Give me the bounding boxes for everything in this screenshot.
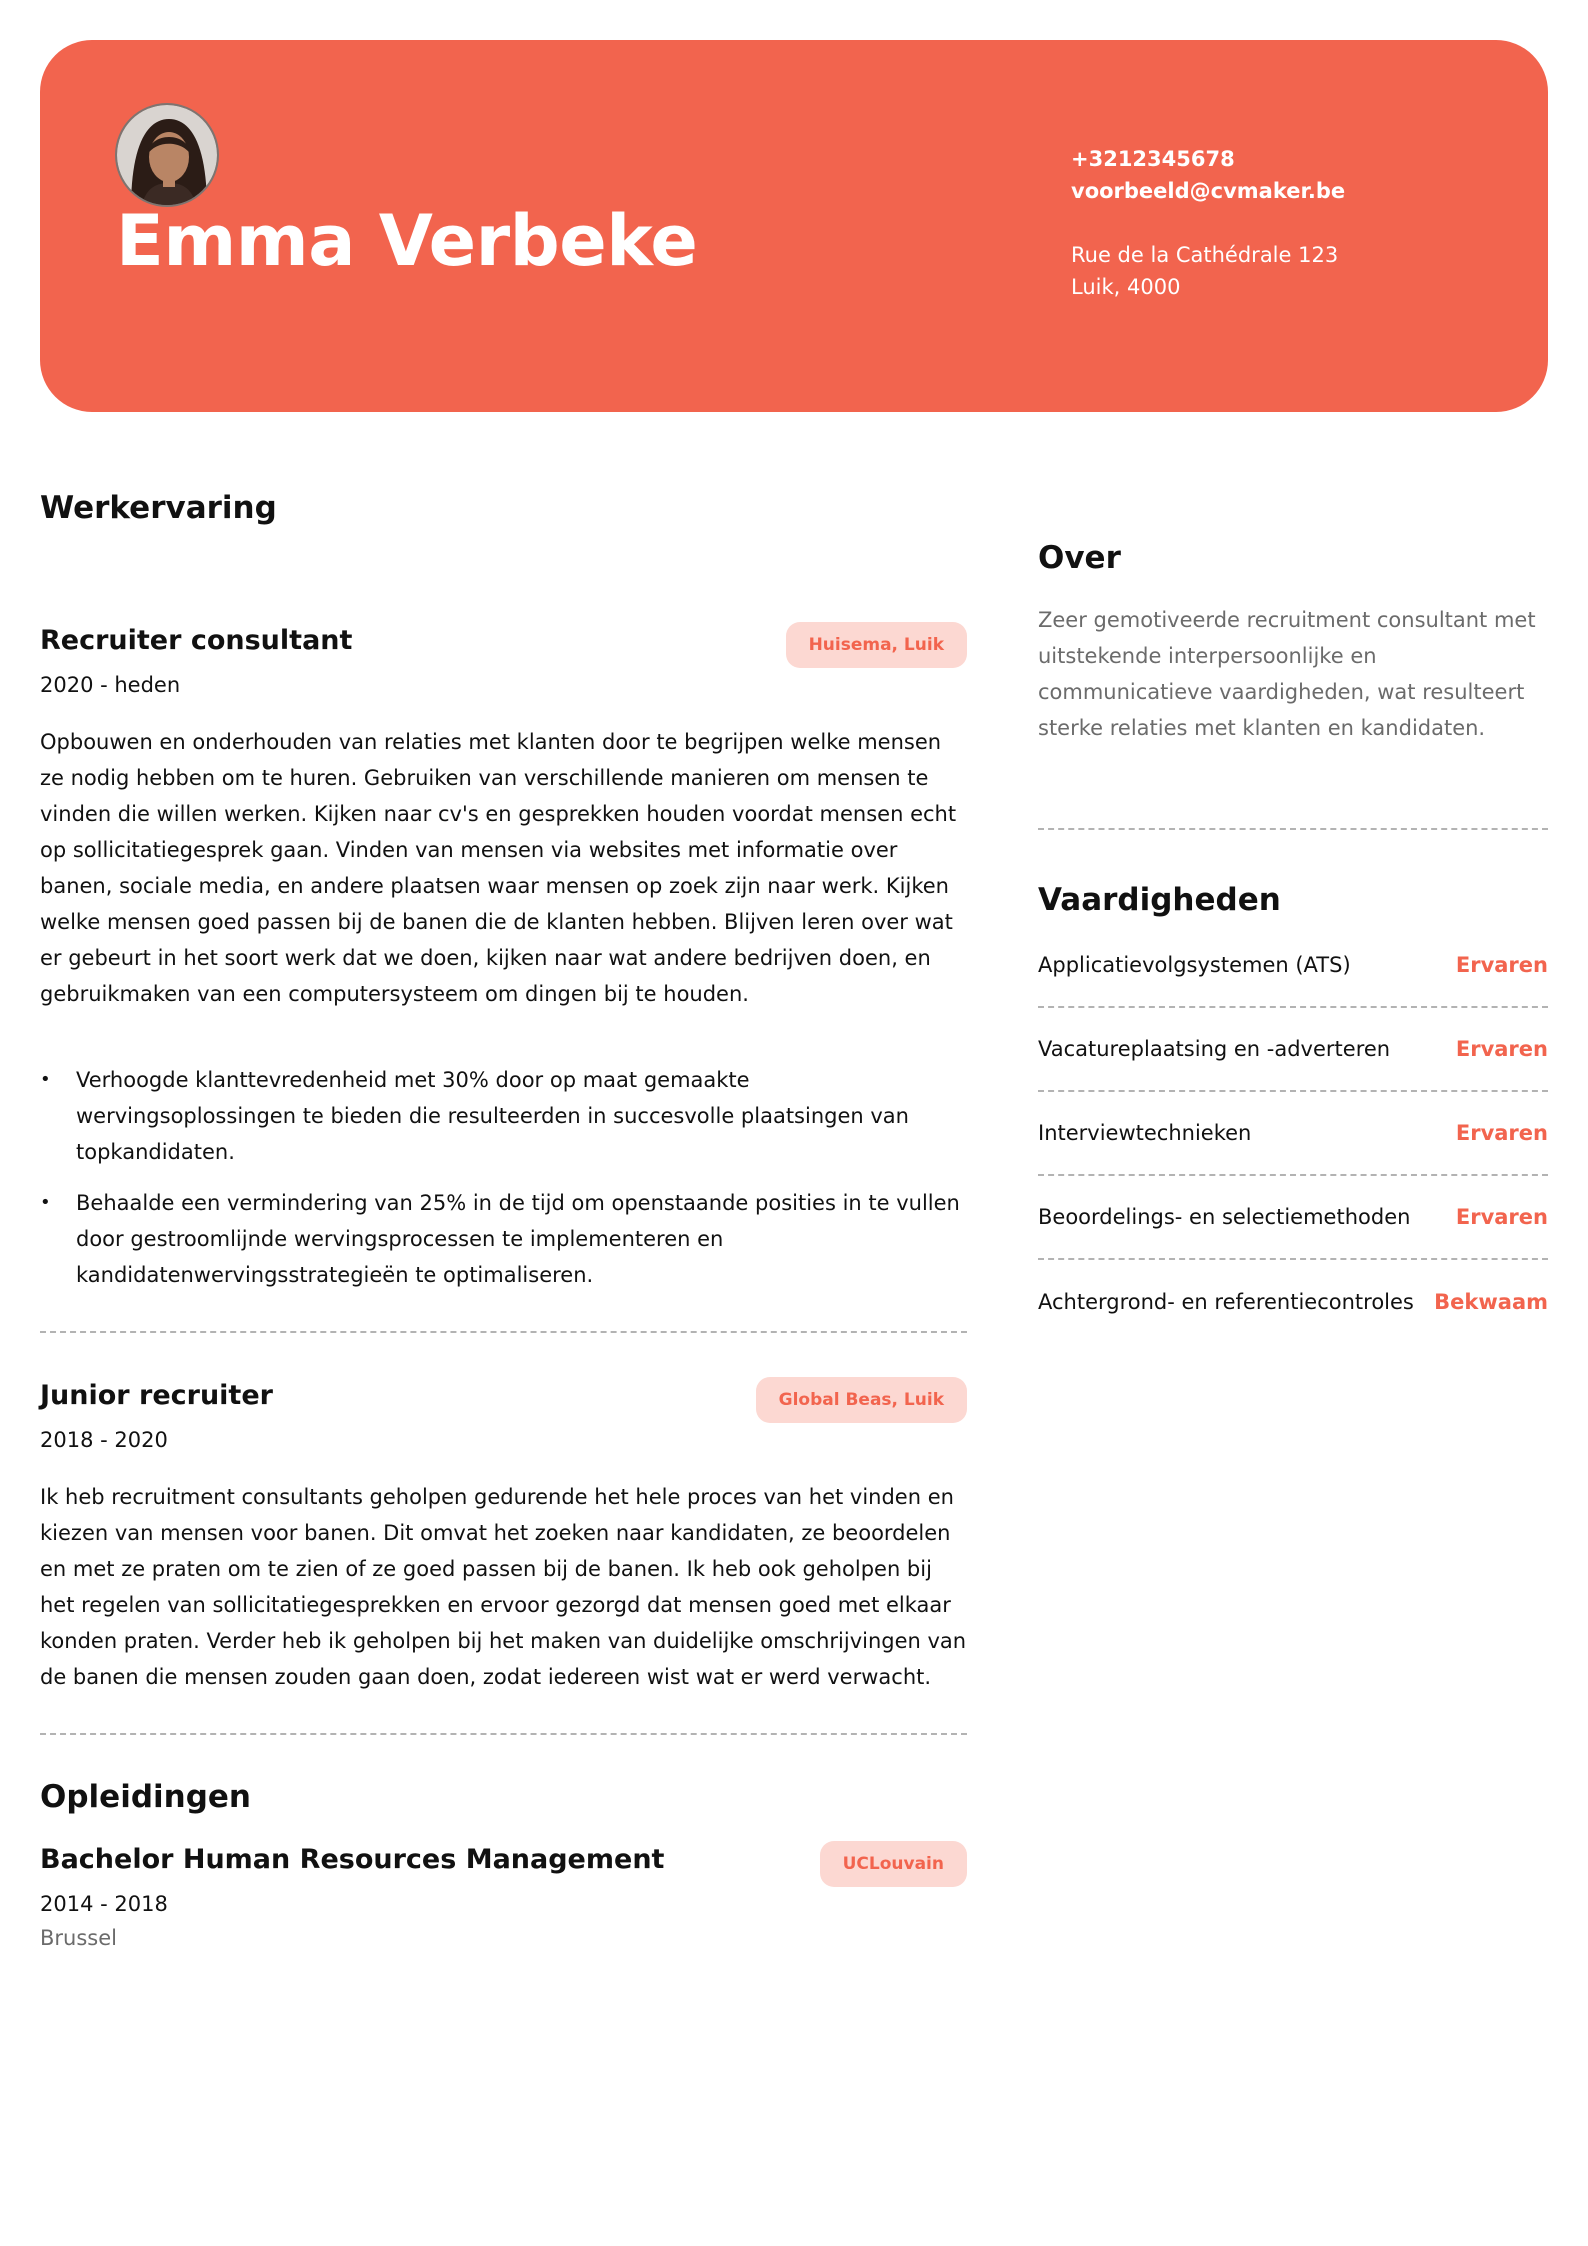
contact-block — [1071, 143, 1345, 303]
employer-badge: Global Beas, Luik — [756, 1377, 967, 1423]
avatar — [115, 103, 219, 207]
skill-row — [1038, 1260, 1548, 1344]
job-entry — [40, 552, 967, 1293]
skill-level: Bekwaam — [1434, 1290, 1548, 1314]
job-dates: 2018 - 2020 — [40, 1428, 168, 1452]
address-line-2: Luik, 4000 — [1071, 275, 1181, 299]
degree-title: Bachelor Human Resources Management — [40, 1844, 665, 1875]
employer-badge: Huisema, Luik — [786, 622, 967, 668]
about-text: Zeer gemotiveerde recruitment consultant met uitstekende interpersoonlijke en communicatieve vaardigheden, wat resulteert sterke relaties met klanten en kandidaten. — [1038, 608, 1536, 740]
sidebar-column — [1038, 540, 1548, 1344]
skill-name: Achtergrond- en referentiecontroles — [1038, 1290, 1414, 1314]
job-title: Recruiter consultant — [40, 625, 353, 656]
skill-name: Vacatureplaatsing en -adverteren — [1038, 1037, 1391, 1061]
job-dates: 2020 - heden — [40, 673, 181, 697]
education-heading: Opleidingen — [40, 1779, 251, 1815]
job-description: Ik heb recruitment consultants geholpen gedurende het hele proces van het vinden en kiezen van mensen voor banen. Dit omvat het zoeken naar kandidaten, ze beoordelen en met ze praten om te zien of ze goed passen bij de banen. Ik heb ook geholpen bij het regelen van sollicitatiegesprekken en ervoor gezorgd dat mensen goed met elkaar konden praten. Verder heb ik geholpen bij het maken van duidelijke omschrijvingen van de banen die mensen zouden gaan doen, zodat iedereen wist wat er werd verwacht. — [40, 1485, 967, 1689]
divider — [1038, 828, 1548, 830]
skill-row — [1038, 924, 1548, 1008]
skill-name: Interviewtechnieken — [1038, 1121, 1252, 1145]
main-column — [40, 490, 967, 1953]
experience-heading: Werkervaring — [40, 490, 277, 526]
achievement-item: • Behaalde een vermindering van 25% in de tijd om openstaande posities in te vullen door gestroomlijnde wervingsprocessen te implementeren en kandidatenwervingsstrategieën te optimaliseren. — [40, 1185, 967, 1293]
header-banner — [40, 40, 1548, 412]
phone-number[interactable]: +3212345678 — [1071, 147, 1235, 171]
skills-list — [1038, 924, 1548, 1344]
profile-photo — [117, 105, 219, 207]
skill-level: Ervaren — [1455, 953, 1548, 977]
divider — [40, 1331, 967, 1333]
email-address[interactable]: voorbeeld@cvmaker.be — [1071, 179, 1346, 203]
skill-name: Beoordelings- en selectiemethoden — [1038, 1205, 1411, 1229]
person-name: Emma Verbeke — [116, 200, 698, 282]
education-dates: 2014 - 2018 — [40, 1892, 168, 1916]
skill-row — [1038, 1008, 1548, 1092]
address-line-1: Rue de la Cathédrale 123 — [1071, 243, 1339, 267]
education-location: Brussel — [40, 1926, 117, 1950]
job-title: Junior recruiter — [40, 1380, 273, 1411]
job-entry — [40, 1377, 967, 1695]
job-description: Opbouwen en onderhouden van relaties met klanten door te begrijpen welke mensen ze nodig hebben om te huren. Gebruiken van verschillende manieren om mensen te vinden die willen werken. Kijken naar cv's en gesprekken houden voordat mensen echt op sollicitatiegesprek gaan. Vinden van mensen via websites met informatie over banen, sociale media, en andere plaatsen waar mensen op zoek zijn naar werk. Kijken welke mensen goed passen bij de banen die de klanten hebben. Blijven leren over wat er gebeurt in het soort werk dat we doen, kijken naar wat andere bedrijven doen, en gebruikmaken van een computersysteem om dingen bij te houden. — [40, 730, 957, 1006]
about-heading: Over — [1038, 540, 1121, 576]
achievement-item: • Verhoogde klanttevredenheid met 30% door op maat gemaakte wervingsoplossingen te bieden die resulteerden in succesvolle plaatsingen van topkandidaten. — [40, 1062, 967, 1170]
skill-level: Ervaren — [1455, 1037, 1548, 1061]
skill-level: Ervaren — [1455, 1121, 1548, 1145]
skills-heading: Vaardigheden — [1038, 882, 1281, 918]
achievement-list — [40, 1062, 967, 1293]
skill-name: Applicatievolgsystemen (ATS) — [1038, 953, 1351, 977]
skill-row — [1038, 1176, 1548, 1260]
divider — [40, 1733, 967, 1735]
school-badge: UCLouvain — [820, 1841, 967, 1887]
skill-level: Ervaren — [1455, 1205, 1548, 1229]
education-entry — [40, 1841, 967, 1953]
skill-row — [1038, 1092, 1548, 1176]
